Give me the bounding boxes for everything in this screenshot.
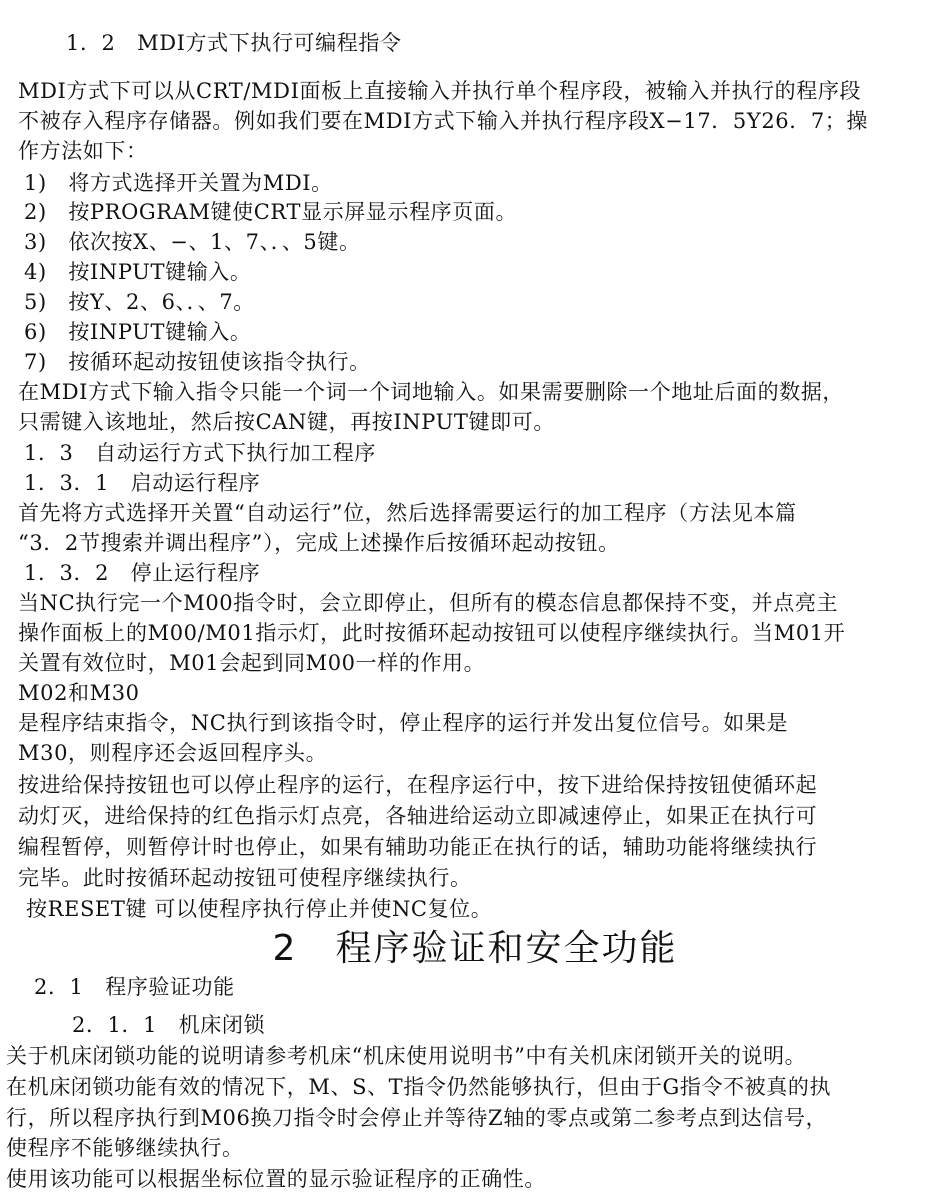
stop-program-line-10: 完毕。此时按循环起动按钮可使程序继续执行。 [18, 866, 472, 890]
section-1-3-1-heading: 1．3．1 启动运行程序 [24, 471, 261, 495]
step-5: 5) 按Y、2、6、．、7。 [24, 290, 255, 314]
stop-program-line-1: 当NC执行完一个M00指令时，会立即停止，但所有的模态信息都保持不变，并点亮主 [18, 591, 839, 615]
chapter-2-title: 2 程序验证和安全功能 [272, 928, 678, 969]
intro-line-3: 作方法如下： [18, 139, 148, 163]
start-program-line-1: 首先将方式选择开关置“自动运行”位，然后选择需要运行的加工程序（方法见本篇 [18, 501, 797, 525]
intro-line-2: 不被存入程序存储器。例如我们要在MDI方式下输入并执行程序段X−17．5Y26．7；操 [18, 109, 869, 133]
step-6: 6) 按INPUT键输入。 [24, 320, 252, 344]
step-1: 1) 将方式选择开关置为MDI。 [24, 171, 333, 195]
step-2: 2) 按PROGRAM键使CRT显示屏显示程序页面。 [24, 200, 518, 224]
step-7: 7) 按循环起动按钮使该指令执行。 [24, 350, 371, 374]
machine-lock-line-4: 使程序不能够继续执行。 [6, 1136, 244, 1160]
stop-program-line-5: 是程序结束指令，NC执行到该指令时，停止程序的运行并发出复位信号。如果是 [18, 711, 789, 735]
start-program-line-2: “3．2节搜索并调出程序”），完成上述操作后按循环起动按钮。 [18, 531, 620, 555]
stop-program-line-2: 操作面板上的M00/M01指示灯，此时按循环起动按钮可以使程序继续执行。当M01开 [18, 621, 846, 645]
section-2-1-heading: 2．1 程序验证功能 [34, 975, 235, 999]
mdi-note-line-2: 只需键入该地址，然后按CAN键，再按INPUT键即可。 [18, 410, 555, 434]
stop-program-line-4: M02和M30 [18, 681, 140, 705]
section-2-1-1-heading: 2．1．1 机床闭锁 [72, 1013, 266, 1037]
machine-lock-line-5: 使用该功能可以根据坐标位置的显示验证程序的正确性。 [6, 1167, 546, 1191]
stop-program-line-11: 按RESET键 可以使程序执行停止并使NC复位。 [26, 897, 493, 921]
section-1-3-heading: 1．3 自动运行方式下执行加工程序 [24, 441, 376, 465]
stop-program-line-6: M30，则程序还会返回程序头。 [18, 741, 328, 765]
mdi-note-line-1: 在MDI方式下输入指令只能一个词一个词地输入。如果需要删除一个地址后面的数据， [18, 380, 845, 404]
intro-line-1: MDI方式下可以从CRT/MDI面板上直接输入并执行单个程序段，被输入并执行的程序段 [18, 79, 862, 103]
step-3: 3) 依次按X、−、1、7、．、5键。 [24, 230, 361, 254]
stop-program-line-8: 动灯灭，进给保持的红色指示灯点亮，各轴进给运动立即减速停止，如果正在执行可 [18, 804, 818, 828]
step-4: 4) 按INPUT键输入。 [24, 260, 252, 284]
section-1-3-2-heading: 1．3．2 停止运行程序 [24, 561, 261, 585]
stop-program-line-7: 按进给保持按钮也可以停止程序的运行，在程序运行中，按下进给保持按钮使循环起 [18, 773, 818, 797]
machine-lock-line-1: 关于机床闭锁功能的说明请参考机床“机床使用说明书”中有关机床闭锁开关的说明。 [6, 1044, 807, 1068]
machine-lock-line-3: 行，所以程序执行到M06换刀指令时会停止并等待Z轴的零点或第二参考点到达信号， [6, 1106, 828, 1130]
stop-program-line-3: 关置有效位时，M01会起到同M00一样的作用。 [18, 651, 486, 675]
stop-program-line-9: 编程暂停，则暂停计时也停止，如果有辅助功能正在执行的话，辅助功能将继续执行 [18, 835, 818, 859]
section-1-2-heading: 1．2 MDI方式下执行可编程指令 [66, 31, 402, 55]
machine-lock-line-2: 在机床闭锁功能有效的情况下，M、S、T指令仍然能够执行，但由于G指令不被真的执 [6, 1075, 832, 1099]
